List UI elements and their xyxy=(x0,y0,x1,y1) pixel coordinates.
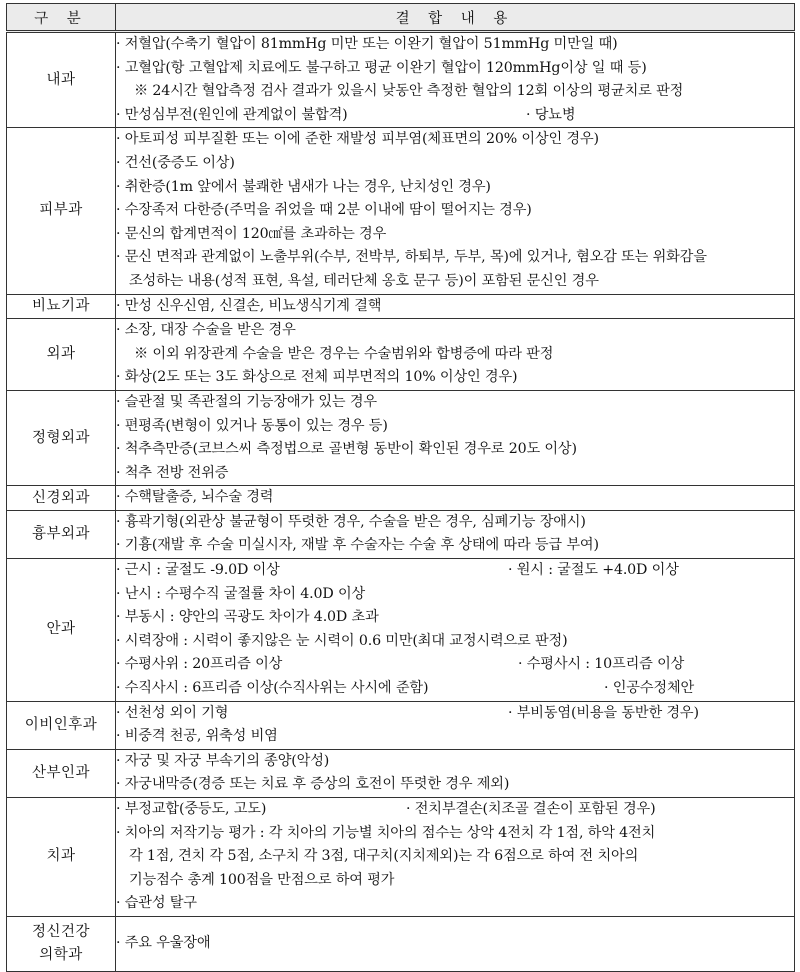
row-psychiatry xyxy=(7,916,795,971)
list-item: · 흉곽기형(외관상 불균형이 뚜렷한 경우, 수술을 받은 경우, 심폐기능 장애시) xyxy=(116,513,586,530)
note-item: ※ 24시간 혈압측정 검사 결과가 있을시 낮동안 측정한 혈압의 12회 이상의 평균치로 판정 xyxy=(134,83,684,100)
list-item: · 습관성 탈구 xyxy=(116,895,197,912)
list-item-pair xyxy=(116,559,794,583)
category-ent: 이비인후과 xyxy=(7,701,116,749)
content-ent xyxy=(116,701,795,749)
list-item: · 문신의 합계면적이 120㎠를 초과하는 경우 xyxy=(116,225,387,242)
list-item: · 편평족(변형이 있거나 동통이 있는 경우 등) xyxy=(116,417,388,434)
list-item: · 부정교합(중등도, 고도) xyxy=(116,801,267,817)
row-dentistry xyxy=(7,798,795,917)
list-item: · 자궁내막증(경증 또는 치료 후 증상의 호전이 뚜렷한 경우 제외) xyxy=(116,776,510,793)
header-content: 결 합 내 용 xyxy=(116,4,795,32)
list-item-pair xyxy=(116,798,794,822)
row-ent xyxy=(7,701,795,749)
content-ophthalmology xyxy=(116,559,795,702)
content-neurosurgery xyxy=(116,486,795,511)
content-thoracic-surgery xyxy=(116,510,795,558)
list-item: · 문신 면적과 관계없이 노출부위(수부, 전박부, 하퇴부, 두부, 목)에 있거나, 혐오감 또는 위화감을 xyxy=(116,249,707,266)
category-obstetrics-gynecology: 산부인과 xyxy=(7,749,116,797)
list-item: · 치아의 저작기능 평가 : 각 치아의 기능별 치아의 점수는 상악 4전치 각 1점, 하악 4전치 xyxy=(116,824,656,841)
list-item: · 취한증(1m 앞에서 불쾌한 냄새가 나는 경우, 난치성인 경우) xyxy=(116,178,491,195)
list-item: · 부비동염(비용을 동반한 경우) xyxy=(508,704,699,721)
list-item-continuation: 조성하는 내용(성적 표현, 욕설, 테러단체 옹호 문구 등)이 포함된 문신인 경우 xyxy=(129,272,599,289)
list-item: · 당뇨병 xyxy=(526,106,576,123)
list-item: · 수평사위 : 20프리즘 이상 xyxy=(116,656,283,673)
list-item-pair xyxy=(116,702,794,726)
list-item: · 선천성 외이 기형 xyxy=(116,704,229,721)
row-obstetrics-gynecology xyxy=(7,749,795,797)
row-thoracic-surgery xyxy=(7,510,795,558)
content-surgery xyxy=(116,319,795,391)
list-item: · 주요 우울장애 xyxy=(116,935,211,952)
list-item: · 소장, 대장 수술을 받은 경우 xyxy=(116,322,296,339)
category-dentistry: 치과 xyxy=(7,798,116,917)
category-neurosurgery: 신경외과 xyxy=(7,486,116,511)
list-item: · 수장족저 다한증(주먹을 쥐었을 때 2분 이내에 땀이 떨어지는 경우) xyxy=(116,202,532,219)
list-item-pair xyxy=(116,653,794,677)
note-item: ※ 이외 위장관계 수술을 받은 경우는 수술범위와 합병증에 따라 판정 xyxy=(134,345,554,362)
list-item: · 비중격 천공, 위축성 비염 xyxy=(116,728,278,745)
content-internal-medicine xyxy=(116,32,795,128)
list-item: · 기흉(재발 후 수술 미실시자, 재발 후 수술자는 수술 후 상태에 따라 등급 부여) xyxy=(116,537,599,554)
list-item: · 전치부결손(치조골 결손이 포함된 경우) xyxy=(406,801,656,817)
list-item: · 만성심부전(원인에 관계없이 불합격) xyxy=(116,106,348,123)
list-item: · 수핵탈출증, 뇌수술 경력 xyxy=(116,489,274,506)
list-item: · 척추 전방 전위증 xyxy=(116,464,229,481)
category-orthopedics: 정형외과 xyxy=(7,390,116,485)
category-psychiatry xyxy=(7,916,116,971)
category-dermatology: 피부과 xyxy=(7,128,116,294)
content-urology xyxy=(116,294,795,319)
list-item: · 건선(중증도 이상) xyxy=(116,154,235,171)
category-psychiatry-line1: 정신건강 xyxy=(31,923,91,940)
list-item: · 만성 신우신염, 신결손, 비뇨생식기계 결핵 xyxy=(116,297,382,314)
list-item: · 슬관절 및 족관절의 기능장애가 있는 경우 xyxy=(116,393,377,410)
row-internal-medicine xyxy=(7,32,795,128)
content-dentistry xyxy=(116,798,795,917)
row-surgery xyxy=(7,319,795,391)
list-item: · 고혈압(항 고혈압제 치료에도 불구하고 평균 이완기 혈압이 120mmHg이상 일 때 등) xyxy=(116,59,647,76)
row-urology xyxy=(7,294,795,319)
content-psychiatry xyxy=(116,916,795,971)
disqualification-table xyxy=(6,3,795,972)
category-urology: 비뇨기과 xyxy=(7,294,116,319)
list-item-continuation: 기능점수 총계 100점을 만점으로 하여 평가 xyxy=(129,871,395,888)
category-surgery: 외과 xyxy=(7,319,116,391)
row-neurosurgery xyxy=(7,486,795,511)
list-item: · 부동시 : 양안의 곡광도 차이가 4.0D 초과 xyxy=(116,609,379,626)
list-item: · 원시 : 굴절도 +4.0D 이상 xyxy=(508,562,679,579)
row-dermatology xyxy=(7,128,795,294)
row-orthopedics xyxy=(7,390,795,485)
list-item: · 자궁 및 자궁 부속기의 종양(악성) xyxy=(116,752,330,769)
list-item-pair xyxy=(116,677,794,701)
list-item: · 수평사시 : 10프리즘 이상 xyxy=(518,656,685,673)
category-thoracic-surgery: 흉부외과 xyxy=(7,510,116,558)
row-ophthalmology xyxy=(7,559,795,702)
table-header-row xyxy=(7,4,795,32)
list-item: · 난시 : 수평수직 굴절률 차이 4.0D 이상 xyxy=(116,585,366,602)
header-category: 구 분 xyxy=(7,4,116,32)
list-item: · 근시 : 굴절도 -9.0D 이상 xyxy=(116,562,280,579)
list-item: · 시력장애 : 시력이 좋지않은 눈 시력이 0.6 미만(최대 교정시력으로 판정) xyxy=(116,632,568,649)
content-dermatology xyxy=(116,128,795,294)
list-item: · 아토피성 피부질환 또는 이에 준한 재발성 피부염(체표면의 20% 이상인 경우) xyxy=(116,131,599,148)
list-item-continuation: 각 1점, 견치 각 5점, 소구치 각 3점, 대구치(지치제외)는 각 6점으로 하여 전 치아의 xyxy=(129,848,639,865)
category-psychiatry-line2: 의학과 xyxy=(39,946,83,963)
list-item: · 인공수정체안 xyxy=(604,680,695,697)
list-item: · 저혈압(수축기 혈압이 81mmHg 미만 또는 이완기 혈압이 51mmHg 미만일 때) xyxy=(116,36,618,52)
category-ophthalmology: 안과 xyxy=(7,559,116,702)
content-orthopedics xyxy=(116,390,795,485)
content-obstetrics-gynecology xyxy=(116,749,795,797)
list-item: · 수직사시 : 6프리즘 이상(수직사위는 사시에 준함) xyxy=(116,680,429,697)
list-item-pair xyxy=(116,104,794,128)
list-item: · 척추측만증(코브스씨 측정법으로 골변형 동반이 확인된 경우로 20도 이상) xyxy=(116,441,577,458)
category-internal-medicine: 내과 xyxy=(7,32,116,128)
list-item: · 화상(2도 또는 3도 화상으로 전체 피부면적의 10% 이상인 경우) xyxy=(116,369,518,386)
